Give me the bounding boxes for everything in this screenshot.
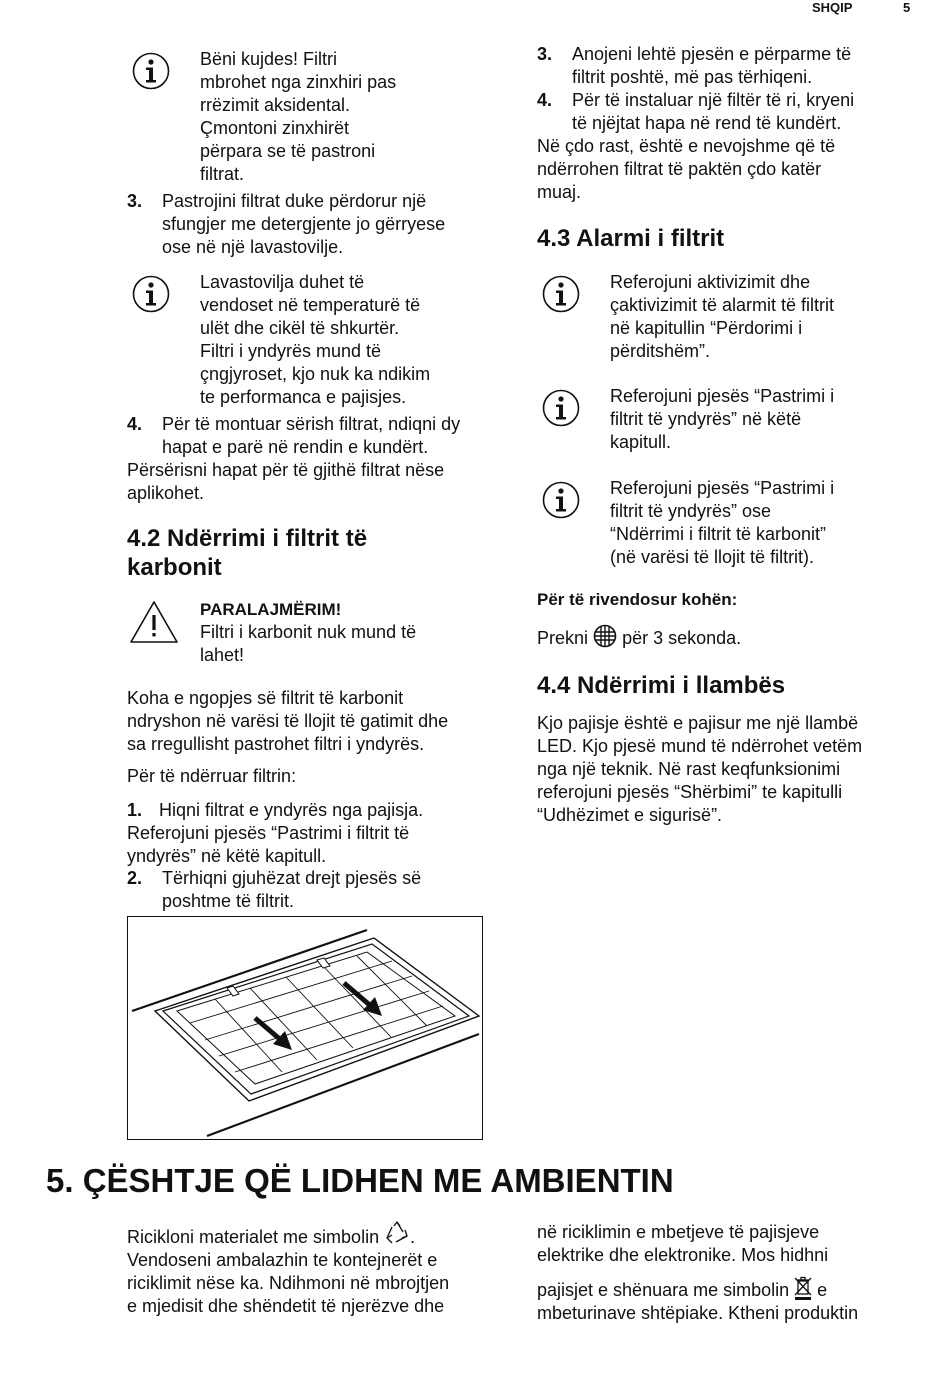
reset-time-title: Për të rivendosur kohën: bbox=[537, 590, 738, 609]
filter-grid-icon bbox=[593, 624, 617, 648]
info-icon bbox=[132, 275, 170, 313]
step-4-reassemble: 4. Për të montuar sërish filtrat, ndiqni dy hapat e parë në rendin e kundërt. bbox=[127, 414, 461, 457]
section-4-2-heading: 4.2 Ndërrimi i filtrit të karbonit bbox=[127, 525, 368, 581]
chapter-5-right-text: në riciklimin e mbetjeve të pajisjeve elektrike dhe elektronike. Mos hidhni pajisjet e shënuara me simbolin e mbeturinave shtëpiake. Ktheni produktin bbox=[537, 1222, 859, 1323]
section-4-3-heading: 4.3 Alarmi i filtrit bbox=[537, 225, 725, 252]
note-alarm-activation: Referojuni aktivizimit dhe çaktivizimit të alarmit të filtrit në kapitullin “Përdorimi i përditshëm”. bbox=[610, 272, 835, 361]
crossed-bin-icon bbox=[794, 1276, 812, 1300]
to-replace-text: Për të ndërruar filtrin: bbox=[127, 766, 297, 786]
saturation-text: Koha e ngopjes së filtrit të karbonit ndryshon në varësi të llojit të gatimit dhe sa rregullisht pastrohet filtri i yndyrës. bbox=[127, 688, 449, 754]
replace-step-2: 2. Tërhiqni gjuhëzat drejt pjesës së poshtme të filtrit. bbox=[127, 868, 422, 911]
note-chain-warning: Bëni kujdes! Filtri mbrohet nga zinxhiri pas rrëzimit aksidental. Çmontoni zinxhirët përpara se të pastroni filtrat. bbox=[200, 49, 397, 184]
chapter-5-heading: 5. ÇËSHTJE QË LIDHEN ME AMBIENTIN bbox=[46, 1162, 674, 1199]
reset-instruction: Prekni për 3 sekonda. bbox=[537, 624, 741, 650]
replace-step-1: 1. Hiqni filtrat e yndyrës nga pajisja. Referojuni pjesës “Pastrimi i filtrit të yndyrës” në këtë kapitull. bbox=[127, 800, 424, 866]
header-language: SHQIP bbox=[812, 0, 853, 15]
info-icon bbox=[542, 275, 580, 313]
repeat-steps: Përsërisni hapat për të gjithë filtrat nëse aplikohet. bbox=[127, 460, 445, 503]
filter-illustration bbox=[127, 916, 483, 1140]
recycle-icon bbox=[384, 1221, 410, 1247]
info-icon bbox=[132, 52, 170, 90]
note-grease-filter: Referojuni pjesës “Pastrimi i filtrit të yndyrës” në këtë kapitull. bbox=[610, 386, 835, 452]
step-4-install: 4. Për të instaluar një filtër të ri, kryeni të njëjtat hapa në rend të kundërt. bbox=[537, 90, 855, 133]
chapter-5-left-text: Ricikloni materialet me simbolin . Vendoseni ambalazhin te kontejnerët e riciklimit nëse ka. Ndihmoni në mbrojtjen e mjedisit dhe shëndetit të njerëzve dhe bbox=[127, 1221, 449, 1318]
step-3-clean: 3. Pastrojini filtrat duke përdorur një sfungjer me detergjente jo gërryese ose në një lavastovilje. bbox=[127, 191, 446, 257]
any-case-text: Në çdo rast, është e nevojshme që të ndërrohen filtrat të paktën çdo katër muaj. bbox=[537, 136, 836, 202]
step-3-tilt: 3. Anojeni lehtë pjesën e përparme të filtrit poshtë, më pas tërhiqeni. bbox=[537, 44, 852, 87]
page-number: 5 bbox=[903, 0, 911, 15]
warning-icon bbox=[129, 600, 179, 644]
warning-text: PARALAJMËRIM! Filtri i karbonit nuk mund të lahet! bbox=[200, 600, 417, 665]
note-dishwasher: Lavastovilja duhet të vendoset në temperaturë të ulët dhe cikël të shkurtër. Filtri i yndyrës mund të çngjyroset, kjo nuk ka ndikim te performanca e pajisjes. bbox=[200, 272, 431, 407]
info-icon bbox=[542, 389, 580, 427]
info-icon bbox=[542, 481, 580, 519]
note-filter-type: Referojuni pjesës “Pastrimi i filtrit të yndyrës” ose “Ndërrimi i filtrit të karbonit” (në varësi të llojit të filtrit). bbox=[610, 478, 835, 567]
section-4-4-heading: 4.4 Ndërrimi i llambës bbox=[537, 672, 786, 699]
lamp-text: Kjo pajisje është e pajisur me një llambë LED. Kjo pjesë mund të ndërrohet vetëm nga një teknik. Në rast keqfunksionimi referojuni pjesës “Shërbimi” te kapitulli “Udhëzimet e sigurisë”. bbox=[537, 713, 863, 825]
